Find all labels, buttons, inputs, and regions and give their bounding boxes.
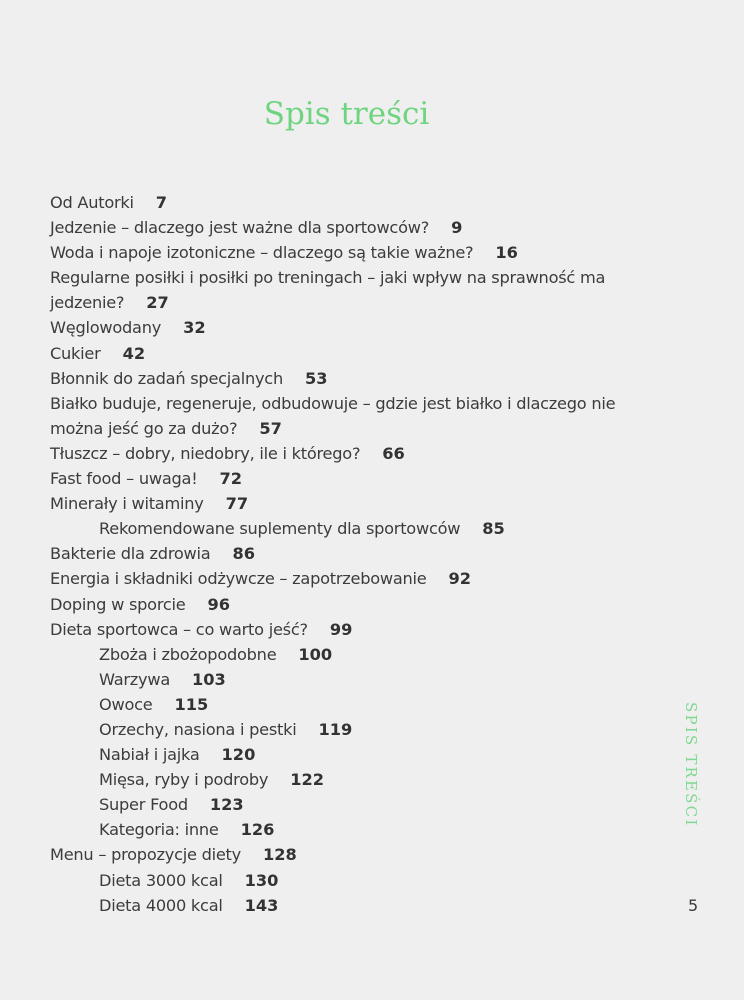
toc-entry-page: 7 xyxy=(155,193,168,212)
toc-entry[interactable] xyxy=(50,491,670,516)
toc-entry-page: 27 xyxy=(146,293,169,313)
toc-entry-title: Kategoria: inne xyxy=(99,820,219,840)
toc-entry[interactable] xyxy=(50,215,670,240)
table-of-contents xyxy=(50,190,670,918)
toc-entry[interactable] xyxy=(50,842,670,867)
toc-entry-page: 122 xyxy=(290,770,325,790)
toc-subentry[interactable] xyxy=(50,792,670,817)
toc-entry[interactable] xyxy=(50,240,670,265)
toc-entry-page: 53 xyxy=(304,368,328,388)
toc-entry-title: Błonnik do zadań specjalnych xyxy=(50,368,283,388)
page-title-text: Spis treści xyxy=(263,96,430,132)
page-title xyxy=(0,96,680,132)
toc-subentry[interactable] xyxy=(50,868,670,893)
toc-entry-title: Owoce xyxy=(99,694,153,714)
toc-entry[interactable] xyxy=(50,541,670,566)
toc-subentry[interactable] xyxy=(50,516,670,541)
toc-entry[interactable] xyxy=(50,592,670,617)
toc-entry-page: 16 xyxy=(495,243,518,263)
toc-entry-page: 99 xyxy=(329,619,353,639)
toc-entry-title: Zboża i zbożopodobne xyxy=(99,644,277,664)
toc-entry[interactable] xyxy=(50,315,670,340)
side-section-label: SPIS TREŚCI xyxy=(682,702,700,828)
toc-entry-page: 119 xyxy=(318,719,353,739)
toc-entry-page: 85 xyxy=(482,519,505,539)
toc-entry[interactable] xyxy=(50,265,640,315)
toc-entry-page: 77 xyxy=(225,494,249,514)
toc-entry-title: Doping w sporcie xyxy=(50,594,186,614)
toc-entry-title: Od Autorki xyxy=(50,193,134,212)
toc-entry-title: Menu – propozycje diety xyxy=(50,845,241,865)
toc-entry[interactable] xyxy=(50,466,670,491)
toc-entry[interactable] xyxy=(50,391,640,441)
toc-entry-page: 115 xyxy=(174,694,209,714)
toc-entry-page: 66 xyxy=(382,443,405,463)
toc-subentry[interactable] xyxy=(50,893,670,918)
toc-entry-page: 103 xyxy=(192,669,226,689)
toc-entry-title: Rekomendowane suplementy dla sportowców xyxy=(99,519,461,539)
toc-entry-page: 100 xyxy=(298,644,333,664)
toc-entry-title: Dieta 3000 kcal xyxy=(99,870,223,890)
toc-entry-page: 42 xyxy=(122,343,146,363)
toc-entry-page: 126 xyxy=(240,820,275,840)
page-number: 5 xyxy=(688,896,699,915)
toc-entry-title: Mięsa, ryby i podroby xyxy=(99,770,269,790)
toc-entry-title: Warzywa xyxy=(99,669,171,689)
toc-entry-title: Regularne posiłki i posiłki po treningach – jaki wpływ na sprawność ma jedzenie? xyxy=(50,268,606,313)
toc-entry-title: Dieta sportowca – co warto jeść? xyxy=(50,619,308,639)
toc-entry-title: Tłuszcz – dobry, niedobry, ile i którego? xyxy=(50,443,361,463)
toc-entry-title: Cukier xyxy=(50,343,101,363)
toc-entry-title: Dieta 4000 kcal xyxy=(99,895,223,915)
toc-entry-title: Super Food xyxy=(99,795,188,815)
toc-entry[interactable] xyxy=(50,566,670,591)
toc-entry-page: 128 xyxy=(262,845,297,865)
toc-subentry[interactable] xyxy=(50,667,670,692)
toc-entry[interactable] xyxy=(50,617,670,642)
toc-entry-page: 57 xyxy=(259,418,282,438)
toc-entry-title: Węglowodany xyxy=(50,318,162,338)
toc-entry-page: 92 xyxy=(448,569,472,589)
toc-entry-page: 32 xyxy=(183,318,206,338)
toc-entry[interactable] xyxy=(50,441,670,466)
toc-subentry[interactable] xyxy=(50,717,670,742)
toc-entry[interactable] xyxy=(50,190,670,215)
toc-entry-page: 96 xyxy=(207,594,231,614)
toc-entry-page: 130 xyxy=(244,870,279,890)
toc-entry-page: 72 xyxy=(219,469,242,489)
toc-entry-title: Białko buduje, regeneruje, odbudowuje – gdzie jest białko i dlaczego nie można jeść go za dużo? xyxy=(50,393,616,438)
toc-entry-page: 9 xyxy=(451,218,463,238)
toc-entry-title: Orzechy, nasiona i pestki xyxy=(99,719,297,739)
toc-subentry[interactable] xyxy=(50,817,670,842)
toc-entry-title: Fast food – uwaga! xyxy=(50,469,198,489)
toc-entry-title: Jedzenie – dlaczego jest ważne dla sportowców? xyxy=(50,218,430,238)
toc-entry-page: 143 xyxy=(244,895,279,915)
toc-entry-title: Nabiał i jajka xyxy=(99,745,200,765)
toc-entry-title: Woda i napoje izotoniczne – dlaczego są takie ważne? xyxy=(50,243,474,263)
toc-entry-page: 86 xyxy=(232,544,255,564)
toc-subentry[interactable] xyxy=(50,642,670,667)
toc-subentry[interactable] xyxy=(50,692,670,717)
toc-subentry[interactable] xyxy=(50,742,670,767)
toc-entry-title: Minerały i witaminy xyxy=(50,494,204,514)
toc-entry[interactable] xyxy=(50,366,670,391)
toc-entry-title: Bakterie dla zdrowia xyxy=(50,544,211,564)
toc-entry-page: 120 xyxy=(221,745,256,765)
toc-entry[interactable] xyxy=(50,341,670,366)
toc-entry-title: Energia i składniki odżywcze – zapotrzebowanie xyxy=(50,569,427,589)
toc-subentry[interactable] xyxy=(50,767,670,792)
toc-entry-page: 123 xyxy=(209,795,244,815)
